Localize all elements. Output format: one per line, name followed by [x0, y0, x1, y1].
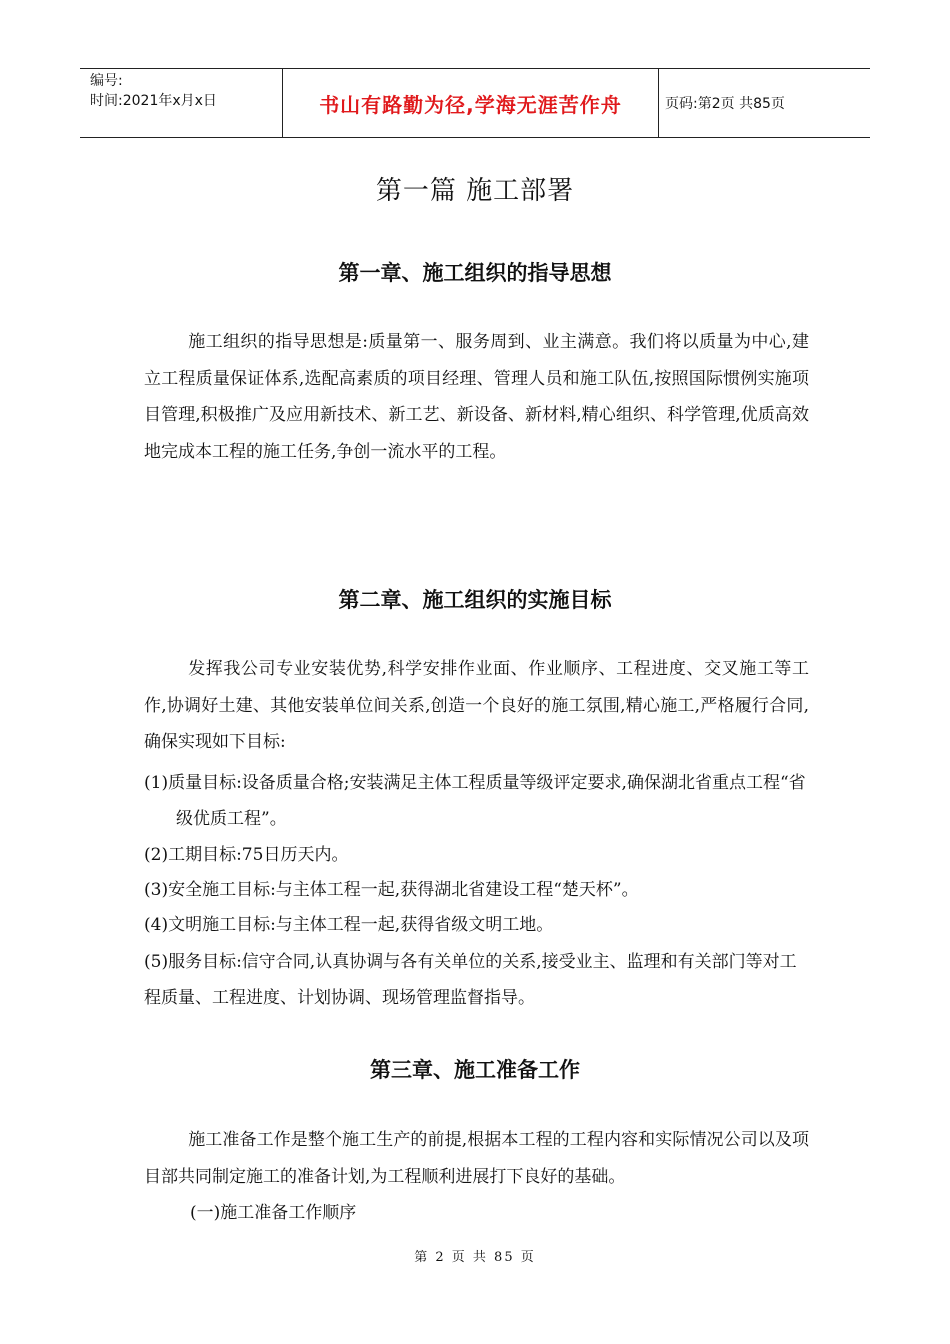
chapter-1-title: 第一章、施工组织的指导思想 [338, 261, 612, 285]
chapter-1-paragraph: 施工组织的指导思想是:质量第一、服务周到、业主满意。我们将以质量为中心,建立工程质量保证体系,选配高素质的项目经理、管理人员和施工队伍,按照国际惯例实施项目管理,积极推广及应用新技术、新工艺、新设备、新材料,精心组织、科学管理,优质高效地完成本工程的施工任务,争创一流水平的工程。 [144, 332, 809, 462]
header-motto: 书山有路勤为径,学海无涯苦作舟 [282, 69, 659, 137]
chapter-2-paragraph: 发挥我公司专业安装优势,科学安排作业面、作业顺序、工程进度、交叉施工等工作,协调好土建、其他安装单位间关系,创造一个良好的施工氛围,精心施工,严格履行合同,确保实现如下目标: [144, 659, 809, 752]
header-page-info: 页码:第2页 共85页 [665, 96, 785, 112]
chapter-3-subheading: (一)施工准备工作顺序 [190, 1203, 357, 1223]
goal-item: (5)服务目标:信守合同,认真协调与各有关单位的关系,接受业主、监理和有关部门等对工程质量、工程进度、计划协调、现场管理监督指导。 [144, 952, 797, 1008]
goal-item: (3)安全施工目标:与主体工程一起,获得湖北省建设工程“楚天杯”。 [144, 880, 639, 900]
chapter-3-paragraph: 施工准备工作是整个施工生产的前提,根据本工程的工程内容和实际情况公司以及项目部共同制定施工的准备计划,为工程顺利进展打下良好的基础。 [144, 1130, 809, 1187]
chapter-2-title: 第二章、施工组织的实施目标 [338, 588, 612, 612]
goal-item: (1)质量目标:设备质量合格;安装满足主体工程质量等级评定要求,确保湖北省重点工程“省级优质工程”。 [144, 773, 806, 829]
time-label: 时间:2021年x月x日 [90, 93, 217, 109]
header-meta [80, 69, 282, 137]
page-header [80, 68, 870, 138]
goal-item: (2)工期目标:75日历天内。 [144, 845, 349, 865]
chapter-3-title: 第三章、施工准备工作 [370, 1058, 580, 1082]
code-label: 编号: [90, 73, 123, 89]
goal-item: (4)文明施工目标:与主体工程一起,获得省级文明工地。 [144, 915, 554, 935]
document-title: 第一篇 施工部署 [375, 176, 575, 206]
page-footer: 第 2 页 共 85 页 [414, 1250, 536, 1265]
